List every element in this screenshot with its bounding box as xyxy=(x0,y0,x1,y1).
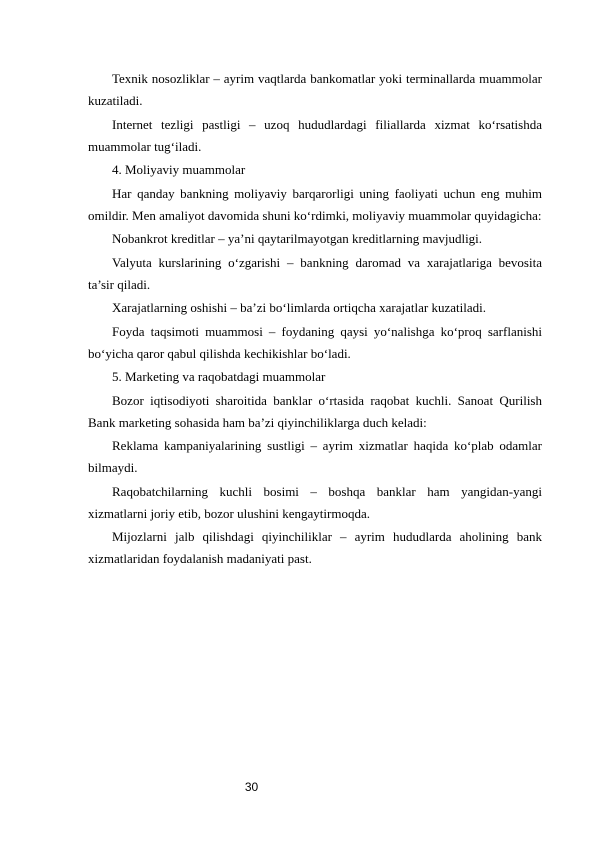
paragraph-bad-loans: Nobankrot kreditlar – ya’ni qaytarilmayotgan kreditlarning mavjudligi. xyxy=(112,231,483,246)
paragraph-technical-faults: Texnik nosozliklar – ayrim vaqtlarda bankomatlar yoki terminallarda muammolar kuzatiladi. xyxy=(88,71,542,108)
page-body xyxy=(88,68,542,572)
section-heading-marketing-problems: 5. Marketing va raqobatdagi muammolar xyxy=(112,369,326,384)
paragraph-internet-speed: Internet tezligi pastligi – uzoq hududlardagi filiallarda xizmat ko‘rsatishda muammolar tug‘iladi. xyxy=(88,116,542,154)
paragraph-currency-rates: Valyuta kurslarining o‘zgarishi – bankning daromad va xarajatlariga bevosita ta’sir qiladi. xyxy=(88,254,542,292)
paragraph-client-attraction: Mijozlarni jalb qilishdagi qiyinchiliklar – ayrim hududlarda aholining bank xizmatlaridan foydalanish madaniyati past. xyxy=(88,529,542,566)
paragraph-profit-distribution: Foyda taqsimoti muammosi – foydaning qaysi yo‘nalishga ko‘proq sarflanishi bo‘yicha qaror qabul qilishda kechikishlar bo‘ladi. xyxy=(88,323,542,361)
paragraph-weak-advertising: Reklama kampaniyalarining sustligi – ayrim xizmatlar haqida ko‘plab odamlar bilmaydi. xyxy=(88,438,542,475)
paragraph-competitor-pressure: Raqobatchilarning kuchli bosimi – boshqa banklar ham yangidan-yangi xizmatlarni joriy etib, bozor ulushini kengaytirmoqda. xyxy=(88,483,542,521)
paragraph-market-competition: Bozor iqtisodiyoti sharoitida banklar o‘rtasida raqobat kuchli. Sanoat Qurilish Bank marketing sohasida ham ba’zi qiyinchiliklarga duch keladi: xyxy=(88,392,542,430)
paragraph-financial-stability: Har qanday bankning moliyaviy barqarorligi uning faoliyati uchun eng muhim omildir. Men amaliyot davomida shuni ko‘rdimki, moliyaviy muammolar quyidagicha: xyxy=(88,185,542,223)
section-heading-financial-problems: 4. Moliyaviy muammolar xyxy=(112,162,246,177)
paragraph-rising-costs: Xarajatlarning oshishi – ba’zi bo‘limlarda ortiqcha xarajatlar kuzatiladi. xyxy=(112,300,486,315)
page-number: 30 xyxy=(244,780,259,794)
